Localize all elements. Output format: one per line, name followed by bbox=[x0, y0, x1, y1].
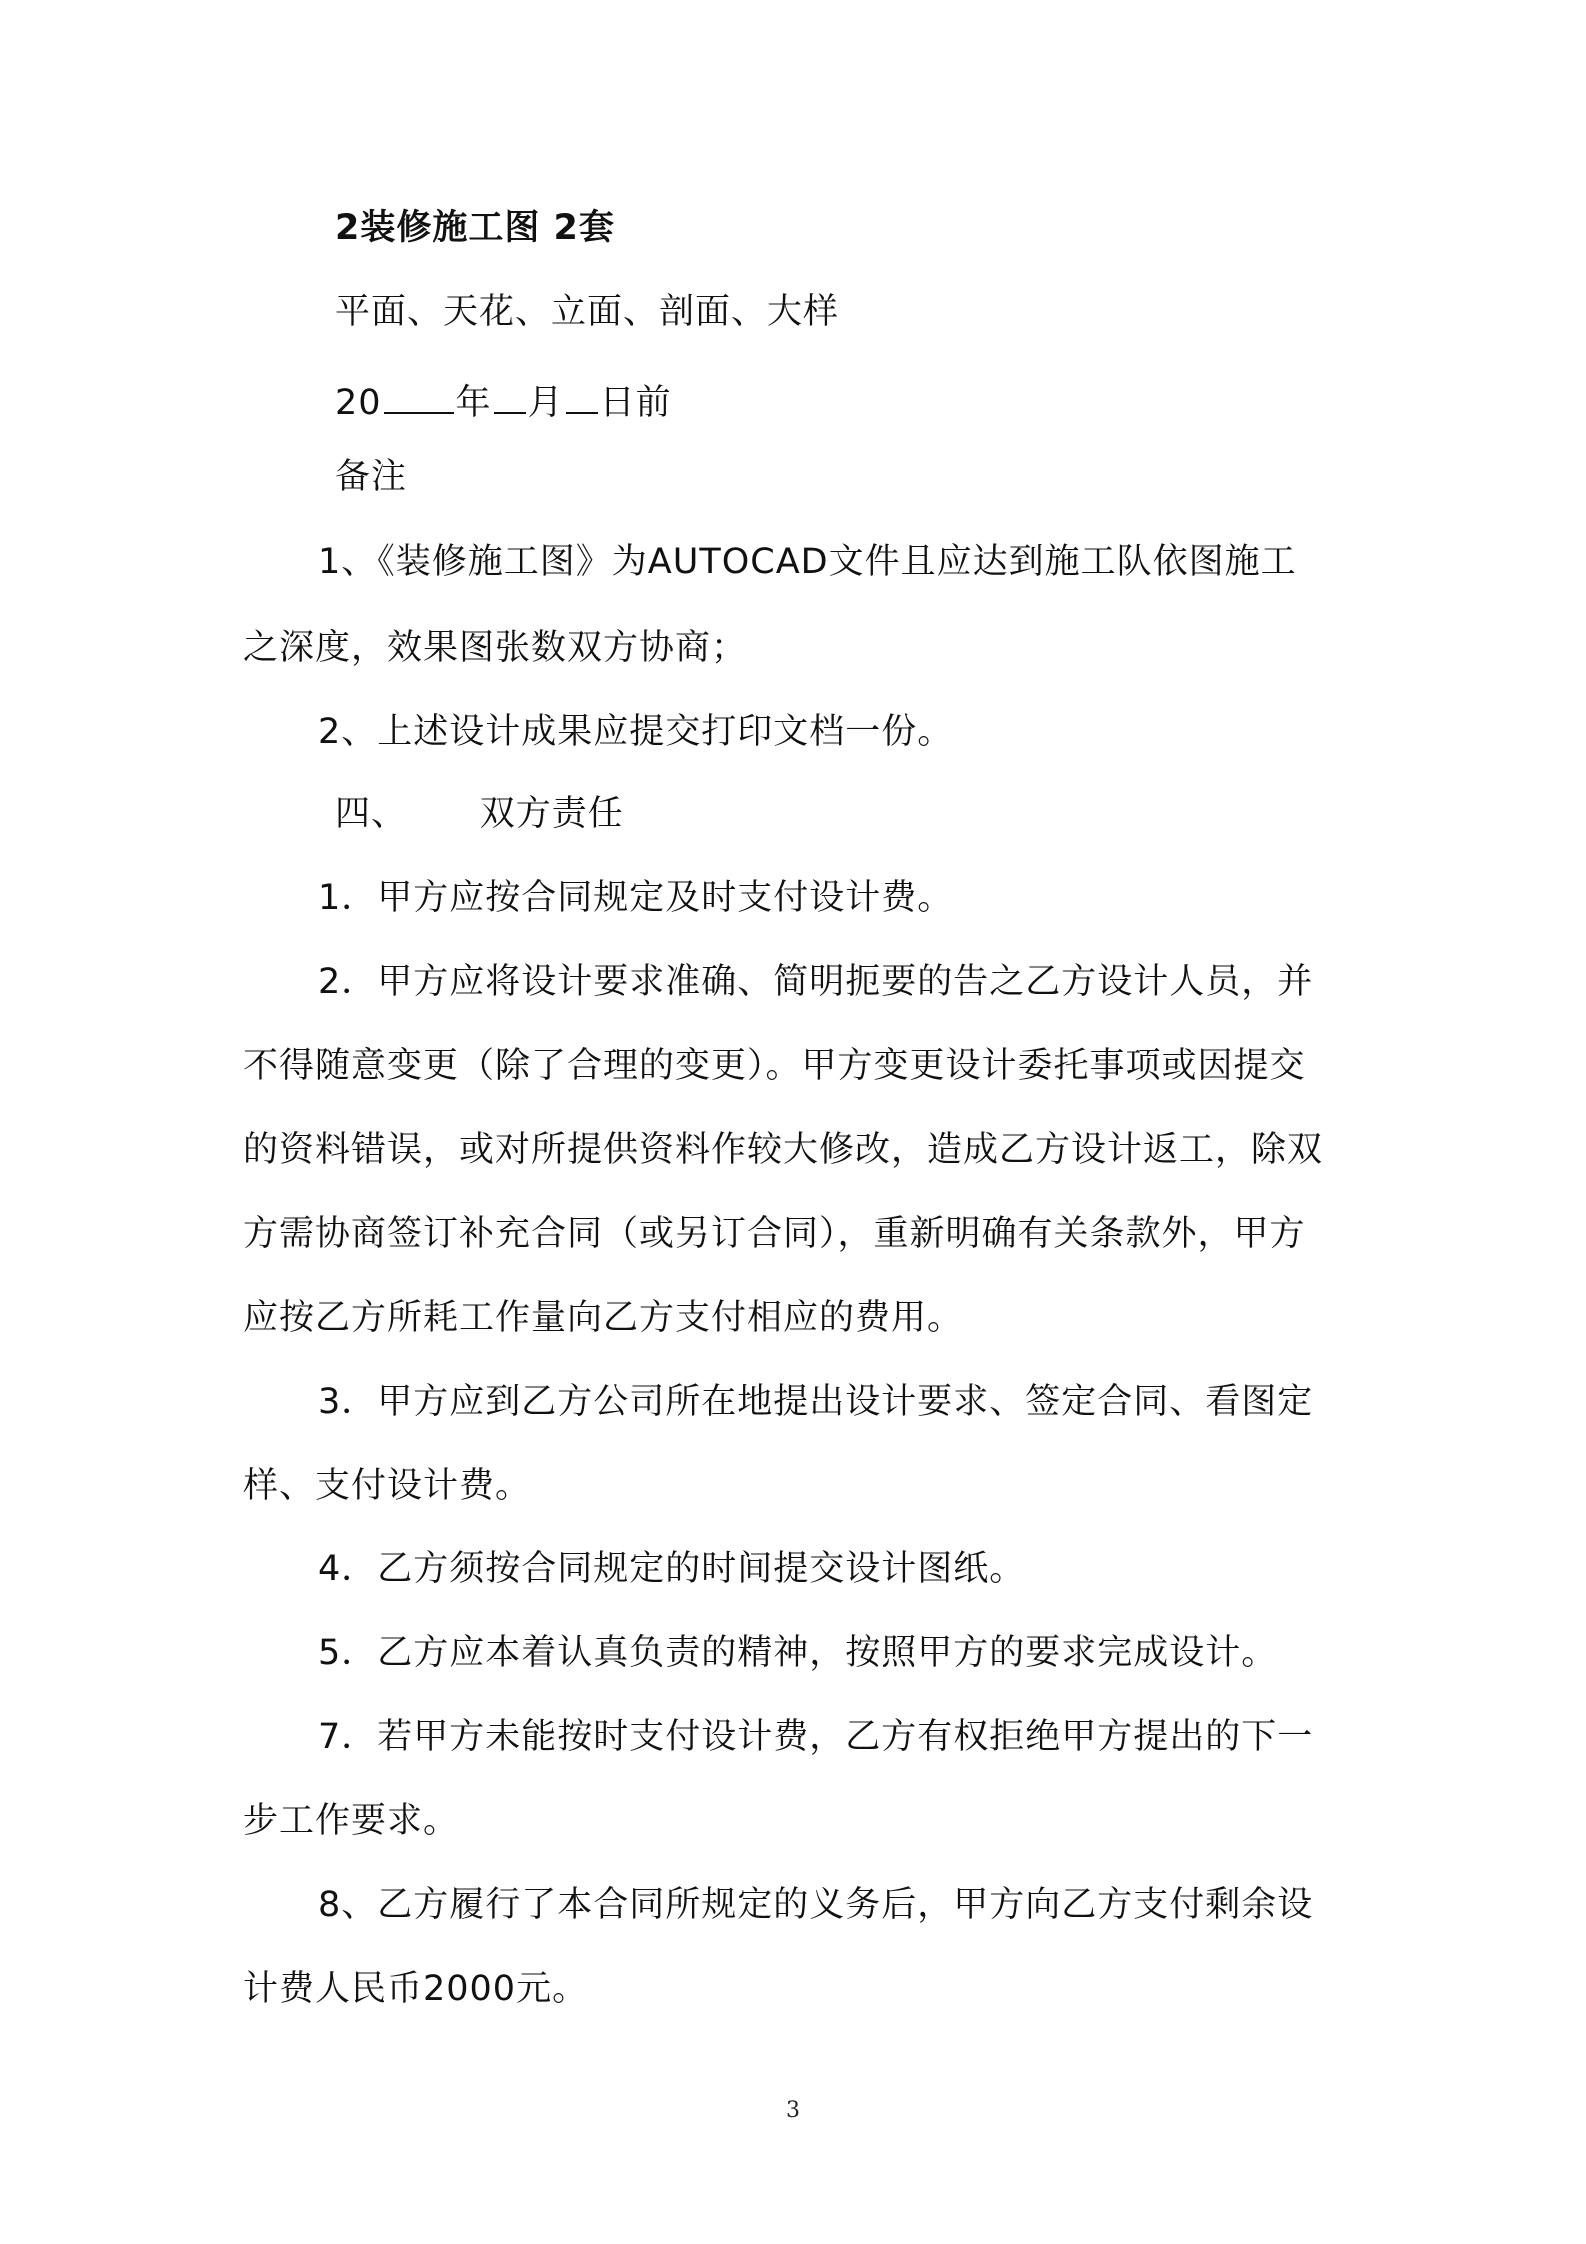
date-month-label: 月 bbox=[527, 383, 564, 423]
duty-1: 1．甲方应按合同规定及时支付设计费。 bbox=[318, 878, 954, 918]
day-blank bbox=[566, 378, 598, 414]
year-blank bbox=[384, 378, 454, 414]
month-blank bbox=[494, 378, 526, 414]
remark-1-line-2: 之深度，效果图张数双方协商； bbox=[243, 628, 748, 668]
page-number: 3 bbox=[786, 2098, 800, 2123]
duty-5: 5．乙方应本着认真负责的精神，按照甲方的要求完成设计。 bbox=[318, 1633, 1278, 1673]
duty-7-line-1: 7．若甲方未能按时支付设计费，乙方有权拒绝甲方提出的下一 bbox=[318, 1717, 1314, 1757]
duty-2-line-2: 不得随意变更（除了合理的变更）。甲方变更设计委托事项或因提交 bbox=[243, 1046, 1306, 1086]
section-4-heading: 四、 双方责任 bbox=[335, 794, 624, 834]
duty-2-line-3: 的资料错误，或对所提供资料作较大修改，造成乙方设计返工，除双 bbox=[243, 1130, 1324, 1170]
duty-8-line-2: 计费人民币2000元。 bbox=[243, 1969, 589, 2009]
date-year-label: 年 bbox=[455, 383, 492, 423]
duty-2-line-5: 应按乙方所耗工作量向乙方支付相应的费用。 bbox=[243, 1298, 964, 1338]
drawing-types-line: 平面、天花、立面、剖面、大样 bbox=[335, 292, 840, 332]
duty-3-line-2: 样、支付设计费。 bbox=[243, 1466, 532, 1506]
duty-3-line-1: 3．甲方应到乙方公司所在地提出设计要求、签定合同、看图定 bbox=[318, 1382, 1314, 1422]
remarks-heading: 备注 bbox=[335, 457, 408, 497]
duty-4: 4．乙方须按合同规定的时间提交设计图纸。 bbox=[318, 1549, 1026, 1589]
date-day-label: 日前 bbox=[599, 383, 672, 423]
drawing-set-heading: 2装修施工图 2套 bbox=[335, 208, 615, 248]
duty-2-line-4: 方需协商签订补充合同（或另订合同），重新明确有关条款外，甲方 bbox=[243, 1214, 1306, 1254]
date-prefix: 20 bbox=[335, 383, 382, 423]
date-line bbox=[335, 378, 672, 425]
duty-8-line-1: 8、乙方履行了本合同所规定的义务后，甲方向乙方支付剩余设 bbox=[318, 1885, 1314, 1925]
remark-1-line-1: 1、《装修施工图》为AUTOCAD文件且应达到施工队依图施工 bbox=[318, 542, 1297, 582]
duty-7-line-2: 步工作要求。 bbox=[243, 1801, 460, 1841]
remark-2: 2、上述设计成果应提交打印文档一份。 bbox=[318, 712, 954, 752]
duty-2-line-1: 2．甲方应将设计要求准确、简明扼要的告之乙方设计人员，并 bbox=[318, 962, 1314, 1002]
